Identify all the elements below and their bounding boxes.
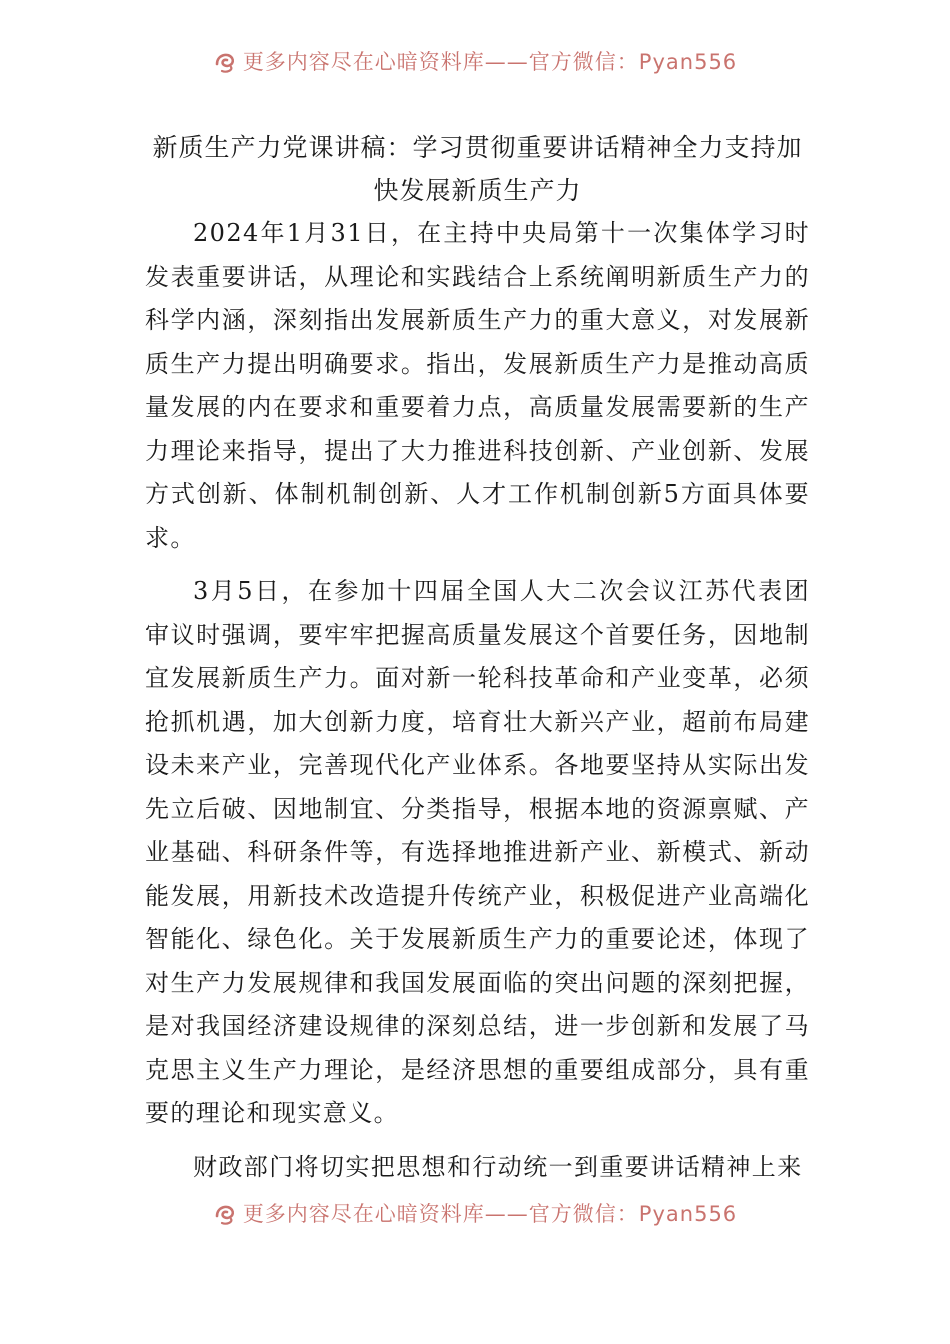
- swirl-logo-icon: [213, 50, 239, 74]
- paragraph-2: 3月5日，在参加十四届全国人大二次会议江苏代表团审议时强调，要牢牢把握高质量发展这个首要任务，因地制宜发展新质生产力。面对新一轮科技革命和产业变革，必须抢抓机遇，加大创新力度，培育壮大新兴产业，超前布局建设未来产业，完善现代化产业体系。各地要坚持从实际出发先立后破、因地制宜、分类指导，根据本地的资源禀赋、产业基础、科研条件等，有选择地推进新产业、新模式、新动能发展，用新技术改造提升传统产业，积极促进产业高端化智能化、绿色化。关于发展新质生产力的重要论述，体现了对生产力发展规律和我国发展面临的突出问题的深刻把握，是对我国经济建设规律的深刻总结，进一步创新和发展了马克思主义生产力理论，是经济思想的重要组成部分，具有重要的理论和现实意义。: [145, 577, 810, 1127]
- document-title: 新质生产力党课讲稿：学习贯彻重要讲话精神全力支持加快发展新质生产力: [152, 133, 803, 205]
- header-watermark: [0, 50, 950, 90]
- document-body: [145, 126, 810, 1189]
- footer-watermark: [0, 1202, 950, 1242]
- watermark-text: 更多内容尽在心暗资料库——官方微信：Pyan556: [242, 50, 738, 74]
- swirl-logo-icon: [213, 1202, 239, 1226]
- paragraph-1: 2024年1月31日，在主持中央局第十一次集体学习时发表重要讲话，从理论和实践结合上系统阐明新质生产力的科学内涵，深刻指出发展新质生产力的重大意义，对发展新质生产力提出明确要求。指出，发展新质生产力是推动高质量发展的内在要求和重要着力点，高质量发展需要新的生产力理论来指导，提出了大力推进科技创新、产业创新、发展方式创新、体制机制创新、人才工作机制创新5方面具体要求。: [145, 219, 810, 552]
- paragraph-3: 财政部门将切实把思想和行动统一到重要讲话精神上来: [193, 1152, 803, 1181]
- watermark-text: 更多内容尽在心暗资料库——官方微信：Pyan556: [242, 1202, 738, 1226]
